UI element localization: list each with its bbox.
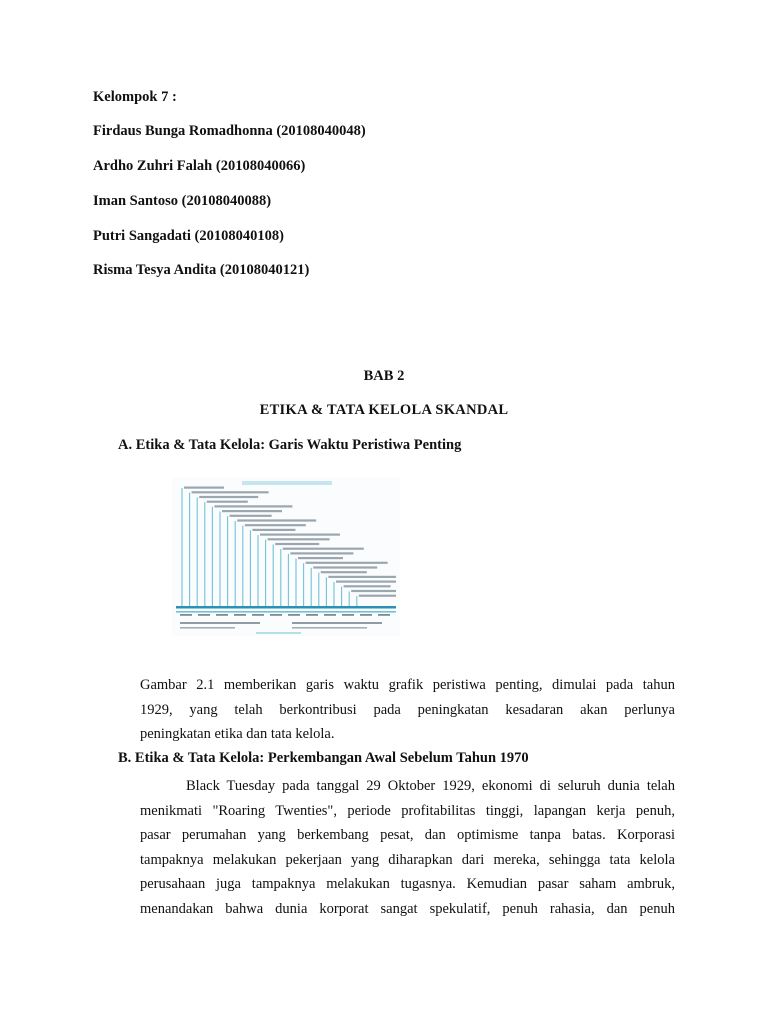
timeline-label-stroke — [222, 510, 282, 512]
timeline-baseline-2 — [176, 611, 396, 613]
timeline-label-stroke — [321, 571, 367, 573]
timeline-year-stroke — [324, 614, 336, 616]
member-4: Putri Sangadati (20108040108) — [93, 228, 284, 244]
timeline-label-stroke — [328, 576, 396, 578]
timeline-label-stroke — [268, 538, 330, 540]
timeline-label-stroke — [359, 595, 396, 597]
member-3: Iman Santoso (20108040088) — [93, 193, 272, 209]
figure-legend-stroke — [180, 627, 235, 629]
timeline-year-stroke — [342, 614, 354, 616]
section-a-heading: A. Etika & Tata Kelola: Garis Waktu Peristiwa Penting — [118, 437, 462, 453]
timeline-label-stroke — [230, 515, 272, 517]
chapter-label: BAB 2 — [363, 368, 405, 384]
timeline-year-stroke — [360, 614, 372, 616]
paragraph-1 — [140, 673, 675, 747]
chapter-title: ETIKA & TATA KELOLA SKANDAL — [259, 402, 509, 418]
figure-legend-stroke — [292, 627, 367, 629]
timeline-year-stroke — [198, 614, 210, 616]
timeline-year-stroke — [216, 614, 228, 616]
timeline-label-stroke — [283, 548, 364, 550]
timeline-label-stroke — [192, 491, 269, 493]
paragraph-1-line: 1929, yang telah berkontribusi pada peningkatan kesadaran akan perlunya — [140, 701, 675, 718]
timeline-label-stroke — [184, 487, 224, 489]
paragraph-2 — [140, 774, 675, 921]
figure-legend-stroke — [180, 622, 260, 624]
paragraph-1-line: peningkatan etika dan tata kelola. — [140, 726, 335, 742]
timeline-graphic — [172, 478, 400, 636]
timeline-figure — [172, 478, 400, 636]
timeline-label-stroke — [290, 552, 353, 554]
timeline-label-stroke — [351, 590, 396, 592]
timeline-label-stroke — [214, 505, 292, 507]
section-b-heading: B. Etika & Tata Kelola: Perkembangan Awal Sebelum Tahun 1970 — [118, 750, 529, 766]
timeline-label-stroke — [245, 524, 306, 526]
group-heading: Kelompok 7 : — [93, 89, 177, 105]
timeline-label-stroke — [306, 562, 388, 564]
figure-header-band — [242, 481, 332, 485]
timeline-label-stroke — [207, 501, 248, 503]
timeline-label-stroke — [336, 581, 396, 583]
timeline-year-stroke — [306, 614, 318, 616]
member-5: Risma Tesya Andita (20108040121) — [93, 262, 310, 278]
paragraph-1-line: Gambar 2.1 memberikan garis waktu grafik peristiwa penting, dimulai pada tahun — [140, 677, 675, 693]
timeline-label-stroke — [344, 585, 391, 587]
timeline-label-stroke — [260, 534, 340, 536]
timeline-year-stroke — [378, 614, 390, 616]
paragraph-2-line: tampaknya melakukan pekerjaan yang diharapkan dari mereka, sehingga tata kelola — [140, 851, 675, 868]
paragraph-2-line: menandakan bahwa dunia korporat sangat spekulatif, penuh rahasia, dan penuh — [140, 900, 675, 917]
paragraph-2-line: pasar perumahan yang berkembang pesat, dan optimisme tanpa batas. Korporasi — [140, 827, 675, 843]
member-1: Firdaus Bunga Romadhonna (20108040048) — [93, 123, 366, 139]
member-2: Ardho Zuhri Falah (20108040066) — [93, 158, 306, 174]
timeline-label-stroke — [313, 566, 377, 568]
timeline-label-stroke — [237, 519, 316, 521]
timeline-label-stroke — [199, 496, 258, 498]
figure-legend-stroke — [292, 622, 382, 624]
paragraph-2-line: Black Tuesday pada tanggal 29 Oktober 1929, ekonomi di seluruh dunia telah — [186, 778, 675, 794]
timeline-baseline — [176, 606, 396, 609]
timeline-label-stroke — [275, 543, 319, 545]
timeline-year-stroke — [252, 614, 264, 616]
timeline-label-stroke — [252, 529, 295, 531]
timeline-year-stroke — [180, 614, 192, 616]
timeline-year-stroke — [270, 614, 282, 616]
paragraph-2-line: perusahaan juga tampaknya melakukan tugasnya. Kemudian pasar saham ambruk, — [140, 876, 675, 892]
timeline-year-stroke — [288, 614, 300, 616]
paragraph-2-line: menikmati "Roaring Twenties", periode profitabilitas tinggi, lapangan kerja penuh, — [140, 802, 675, 819]
figure-caption-stroke — [256, 632, 301, 634]
timeline-year-stroke — [234, 614, 246, 616]
timeline-label-stroke — [298, 557, 343, 559]
